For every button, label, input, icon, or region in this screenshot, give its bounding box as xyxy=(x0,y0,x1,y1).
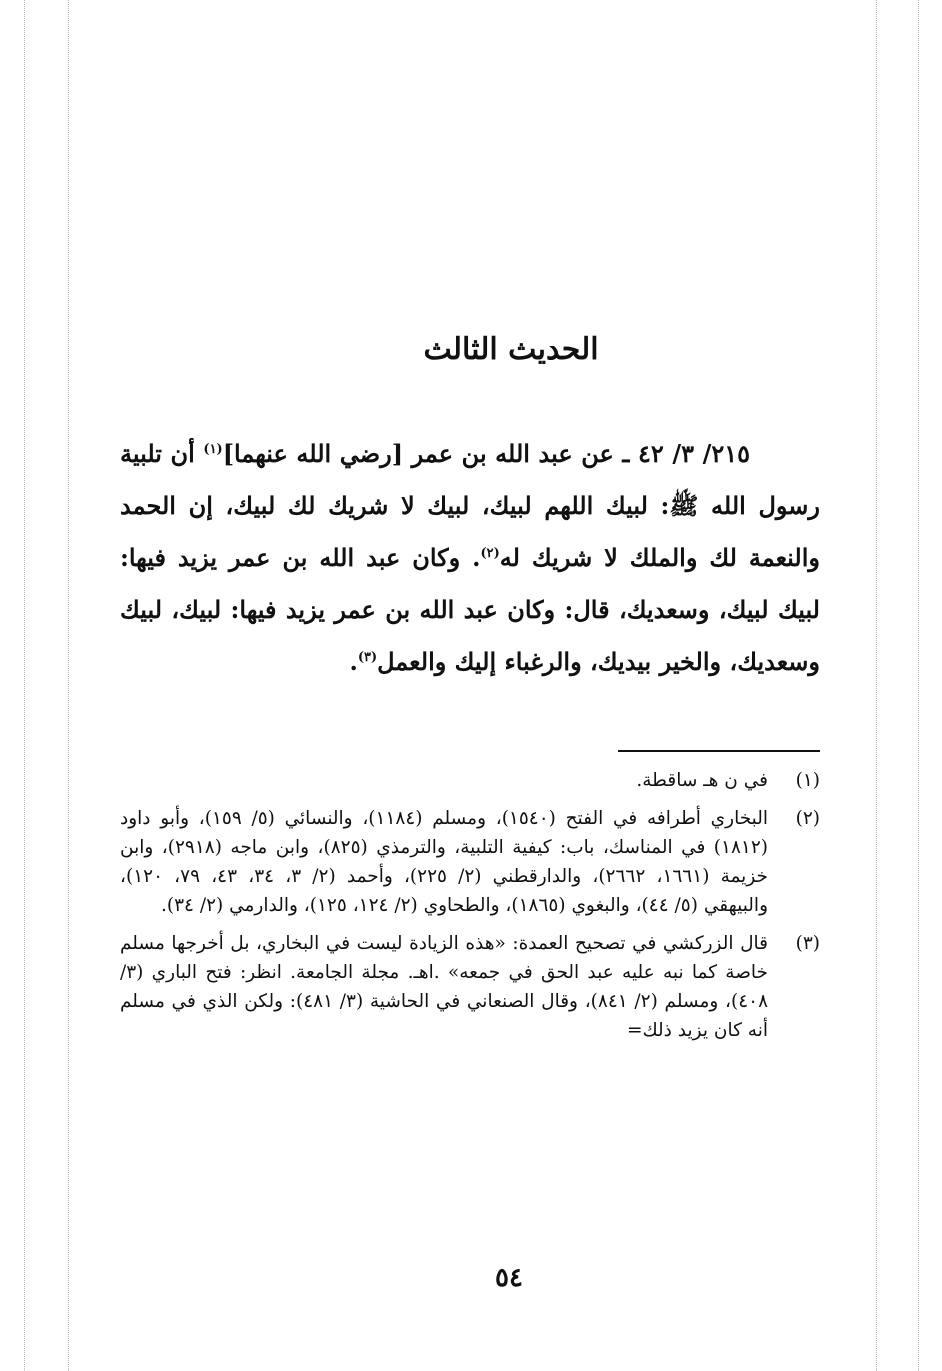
hadith-text-part-2: أن تلبية رسول الله ﷺ: لبيك اللهم لبيك، لبيك لا شريك لك لبيك، إن الحمد والنعمة لك والملك لا شريك له xyxy=(120,439,820,572)
scan-margin-dots xyxy=(24,0,25,1371)
footnote-number: (١) xyxy=(795,770,820,791)
footnote-item xyxy=(120,929,820,1045)
footnote-number: (٣) xyxy=(795,933,820,954)
footnote-ref-3[interactable]: (٣) xyxy=(357,650,378,665)
footnote-ref-1[interactable]: (١) xyxy=(203,442,223,457)
scan-margin-dots xyxy=(918,0,919,1371)
hadith-text-end: . xyxy=(349,647,358,676)
hadith-number: ٢١٥/ ٣/ ٤٢ xyxy=(638,439,751,468)
footnote-text: قال الزركشي في تصحيح العمدة: «هذه الزيادة ليست في البخاري، بل أخرجها مسلم خاصة كما نبه عليه عبد الحق في جمعه» .اهـ. مجلة الجامعة. انظر: فتح الباري (٣/ ٤٠٨)، ومسلم (٢/ ٨٤١)، وقال الصنعاني في الحاشية (٣/ ٤٨١): ولكن الذي في مسلم أنه كان يزيد ذلك= xyxy=(120,933,769,1041)
hadith-text xyxy=(120,428,820,688)
footnote-item xyxy=(120,766,820,795)
hadith-text-part-3: . وكان عبد الله بن عمر يزيد فيها: لبيك لبيك، وسعديك، قال: وكان عبد الله بن عمر يزيد فيها: لبيك، لبيك وسعديك، والخير بيديك، والرغباء إليك والعمل xyxy=(120,543,820,676)
footnote-ref-2[interactable]: (٢) xyxy=(480,546,500,561)
page-number: ٥٤ xyxy=(495,1263,523,1293)
scan-margin-dots xyxy=(876,0,877,1371)
hadith-paragraph xyxy=(120,428,820,688)
scan-margin-dots xyxy=(68,0,69,1371)
footnote-text: في ن هـ ساقطة. xyxy=(636,770,768,791)
footnote-item xyxy=(120,804,820,920)
section-title: الحديث الثالث xyxy=(423,332,599,368)
hadith-text-part-1: ـ عن عبد الله بن عمر [رضي الله عنهما] xyxy=(222,439,630,468)
footnote-number: (٢) xyxy=(795,808,820,829)
footnote-separator xyxy=(618,750,820,752)
footnote-text: البخاري أطرافه في الفتح (١٥٤٠)، ومسلم (١١٨٤)، والنسائي (٥/ ١٥٩)، وأبو داود (١٨١٢) في المناسك، باب: كيفية التلبية، والترمذي (٨٢٥)، وابن ماجه (٢٩١٨)، وابن خزيمة (١٦٦١، ٢٦٦٢)، والدارقطني (٢/ ٢٢٥)، وأحمد (٢/ ٣، ٣٤، ٤٣، ٧٩، ١٢٠)، والبيهقي (٥/ ٤٤)، والبغوي (١٨٦٥)، والطحاوي (٢/ ١٢٤، ١٢٥)، والدارمي (٢/ ٣٤). xyxy=(120,808,769,916)
footnotes xyxy=(120,766,820,1054)
